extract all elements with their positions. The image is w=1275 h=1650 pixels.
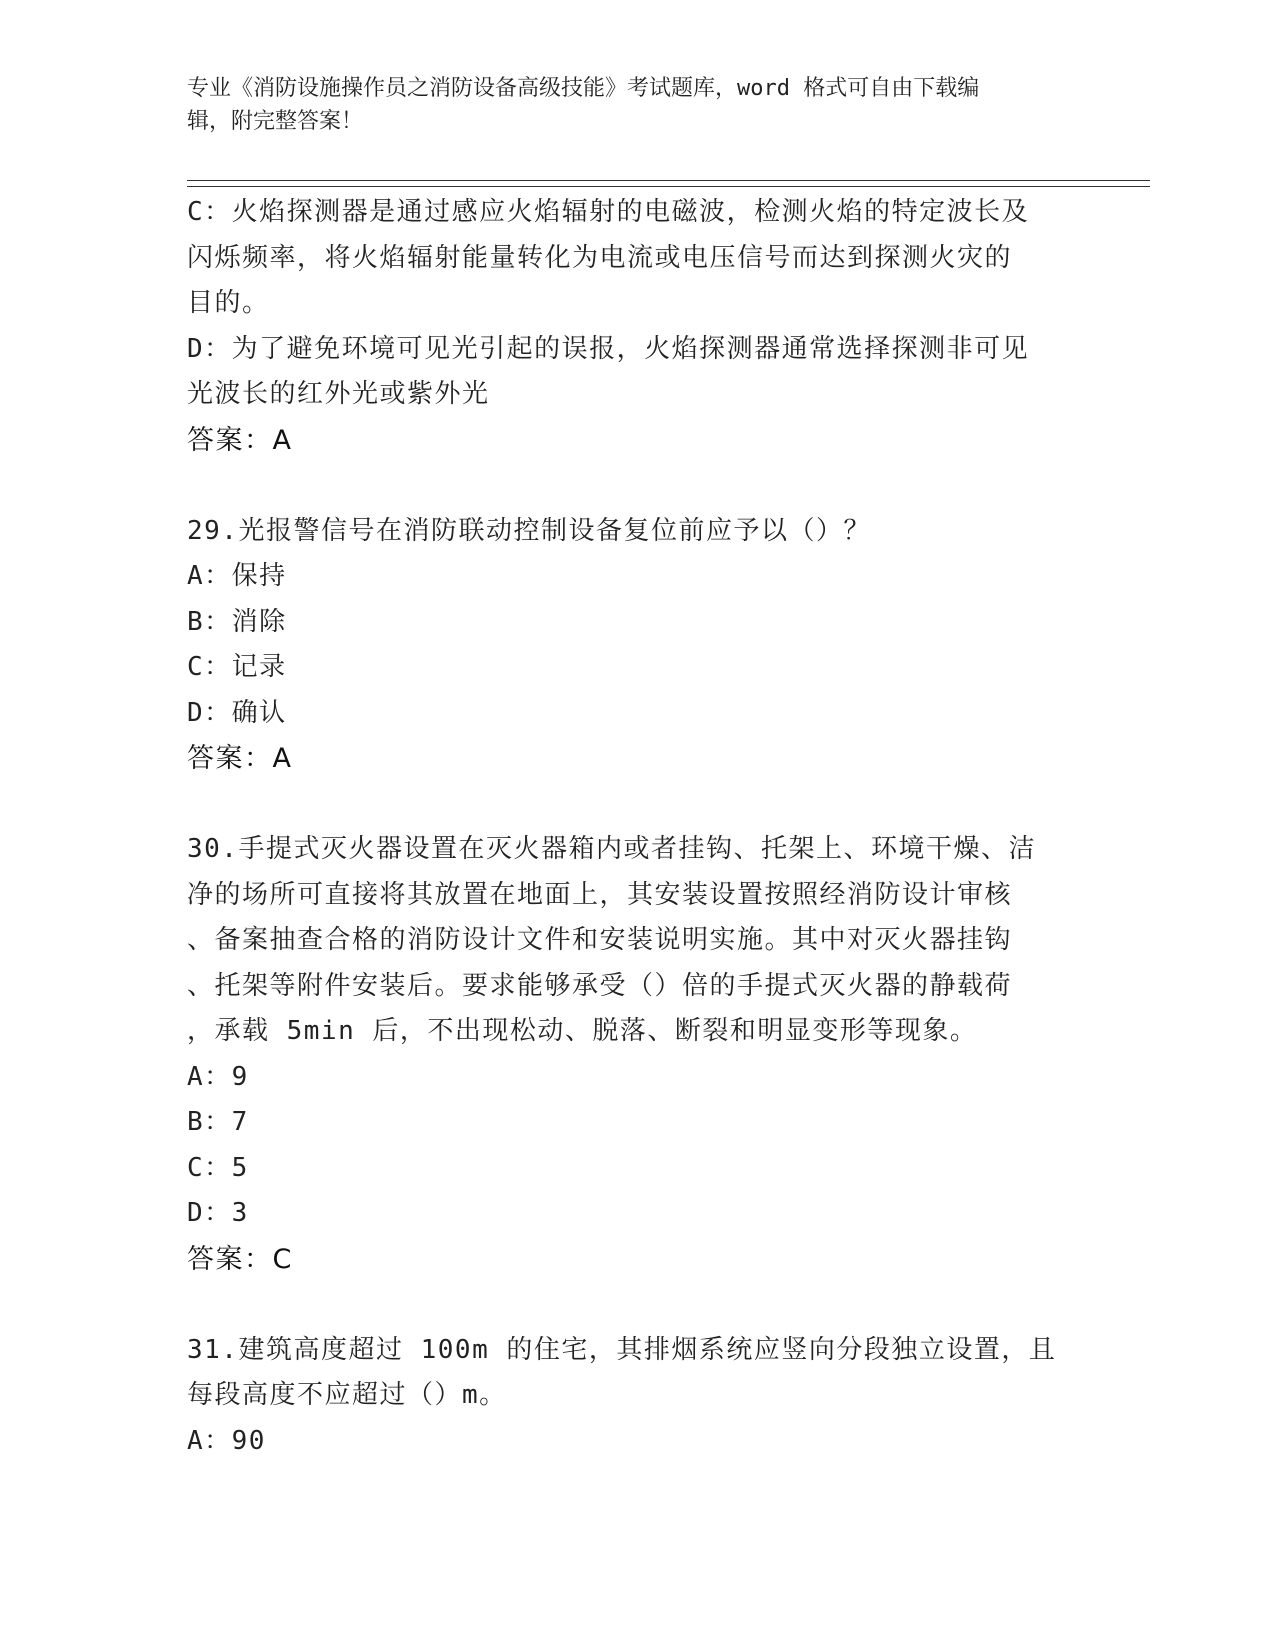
option-b: B：消除 (187, 606, 287, 637)
spacer (187, 782, 1087, 828)
header-line-1: 专业《消防设施操作员之消防设备高级技能》考试题库，word 格式可自由下载编 (187, 76, 980, 101)
header-line-2: 辑，附完整答案！ (187, 109, 364, 134)
header-rule-bottom (187, 186, 1150, 187)
question-stem-line: 净的场所可直接将其放置在地面上，其安装设置按照经消防设计审核 (187, 879, 1013, 910)
option-c-line: 目的。 (187, 288, 270, 318)
question-stem-line: ，承载 5min 后，不出现松动、脱落、断裂和明显变形等现象。 (187, 1016, 978, 1046)
option-d: D：3 (187, 1198, 249, 1228)
option-d-line: 光波长的红外光或紫外光 (187, 379, 490, 409)
question-30 (187, 827, 1087, 1282)
question-stem: 29.光报警信号在消防联动控制设备复位前应予以（）？ (187, 515, 871, 546)
option-c: C：记录 (187, 652, 287, 682)
option-c-line: 闪烁频率，将火焰辐射能量转化为电流或电压信号而达到探测火灾的 (187, 242, 1013, 273)
option-d-line: D：为了避免环境可见光引起的误报，火焰探测器通常选择探测非可见 (187, 333, 1030, 364)
question-stem-line: 、备案抽查合格的消防设计文件和安装说明实施。其中对灭火器挂钩 (187, 925, 1013, 955)
question-31 (187, 1328, 1087, 1465)
option-a: A：保持 (187, 561, 287, 591)
answer-label: 答案：A (187, 424, 293, 456)
question-stem-line: 31.建筑高度超过 100m 的住宅，其排烟系统应竖向分段独立设置，且 (187, 1334, 1057, 1365)
option-a: A：9 (187, 1061, 249, 1092)
question-stem-line: 每段高度不应超过（）m。 (187, 1380, 507, 1410)
spacer (187, 1282, 1087, 1328)
option-b: B：7 (187, 1107, 249, 1137)
option-d: D：确认 (187, 697, 287, 728)
question-stem-line: 、托架等附件安装后。要求能够承受（）倍的手提式灭火器的静载荷 (187, 970, 1013, 1001)
spacer (187, 463, 1087, 509)
option-c-line: C：火焰探测器是通过感应火焰辐射的电磁波，检测火焰的特定波长及 (187, 197, 1030, 227)
option-c: C：5 (187, 1152, 249, 1183)
answer-label: 答案：A (187, 743, 293, 774)
option-a: A：90 (187, 1425, 266, 1456)
question-29 (187, 509, 1087, 782)
answer-label: 答案：C (187, 1243, 293, 1275)
previous-question (187, 190, 1087, 463)
document-header (187, 72, 1067, 138)
document-body (187, 190, 1087, 1464)
question-stem-line: 30.手提式灭火器设置在灭火器箱内或者挂钩、托架上、环境干燥、洁 (187, 834, 1036, 864)
header-rule-top (187, 180, 1150, 181)
